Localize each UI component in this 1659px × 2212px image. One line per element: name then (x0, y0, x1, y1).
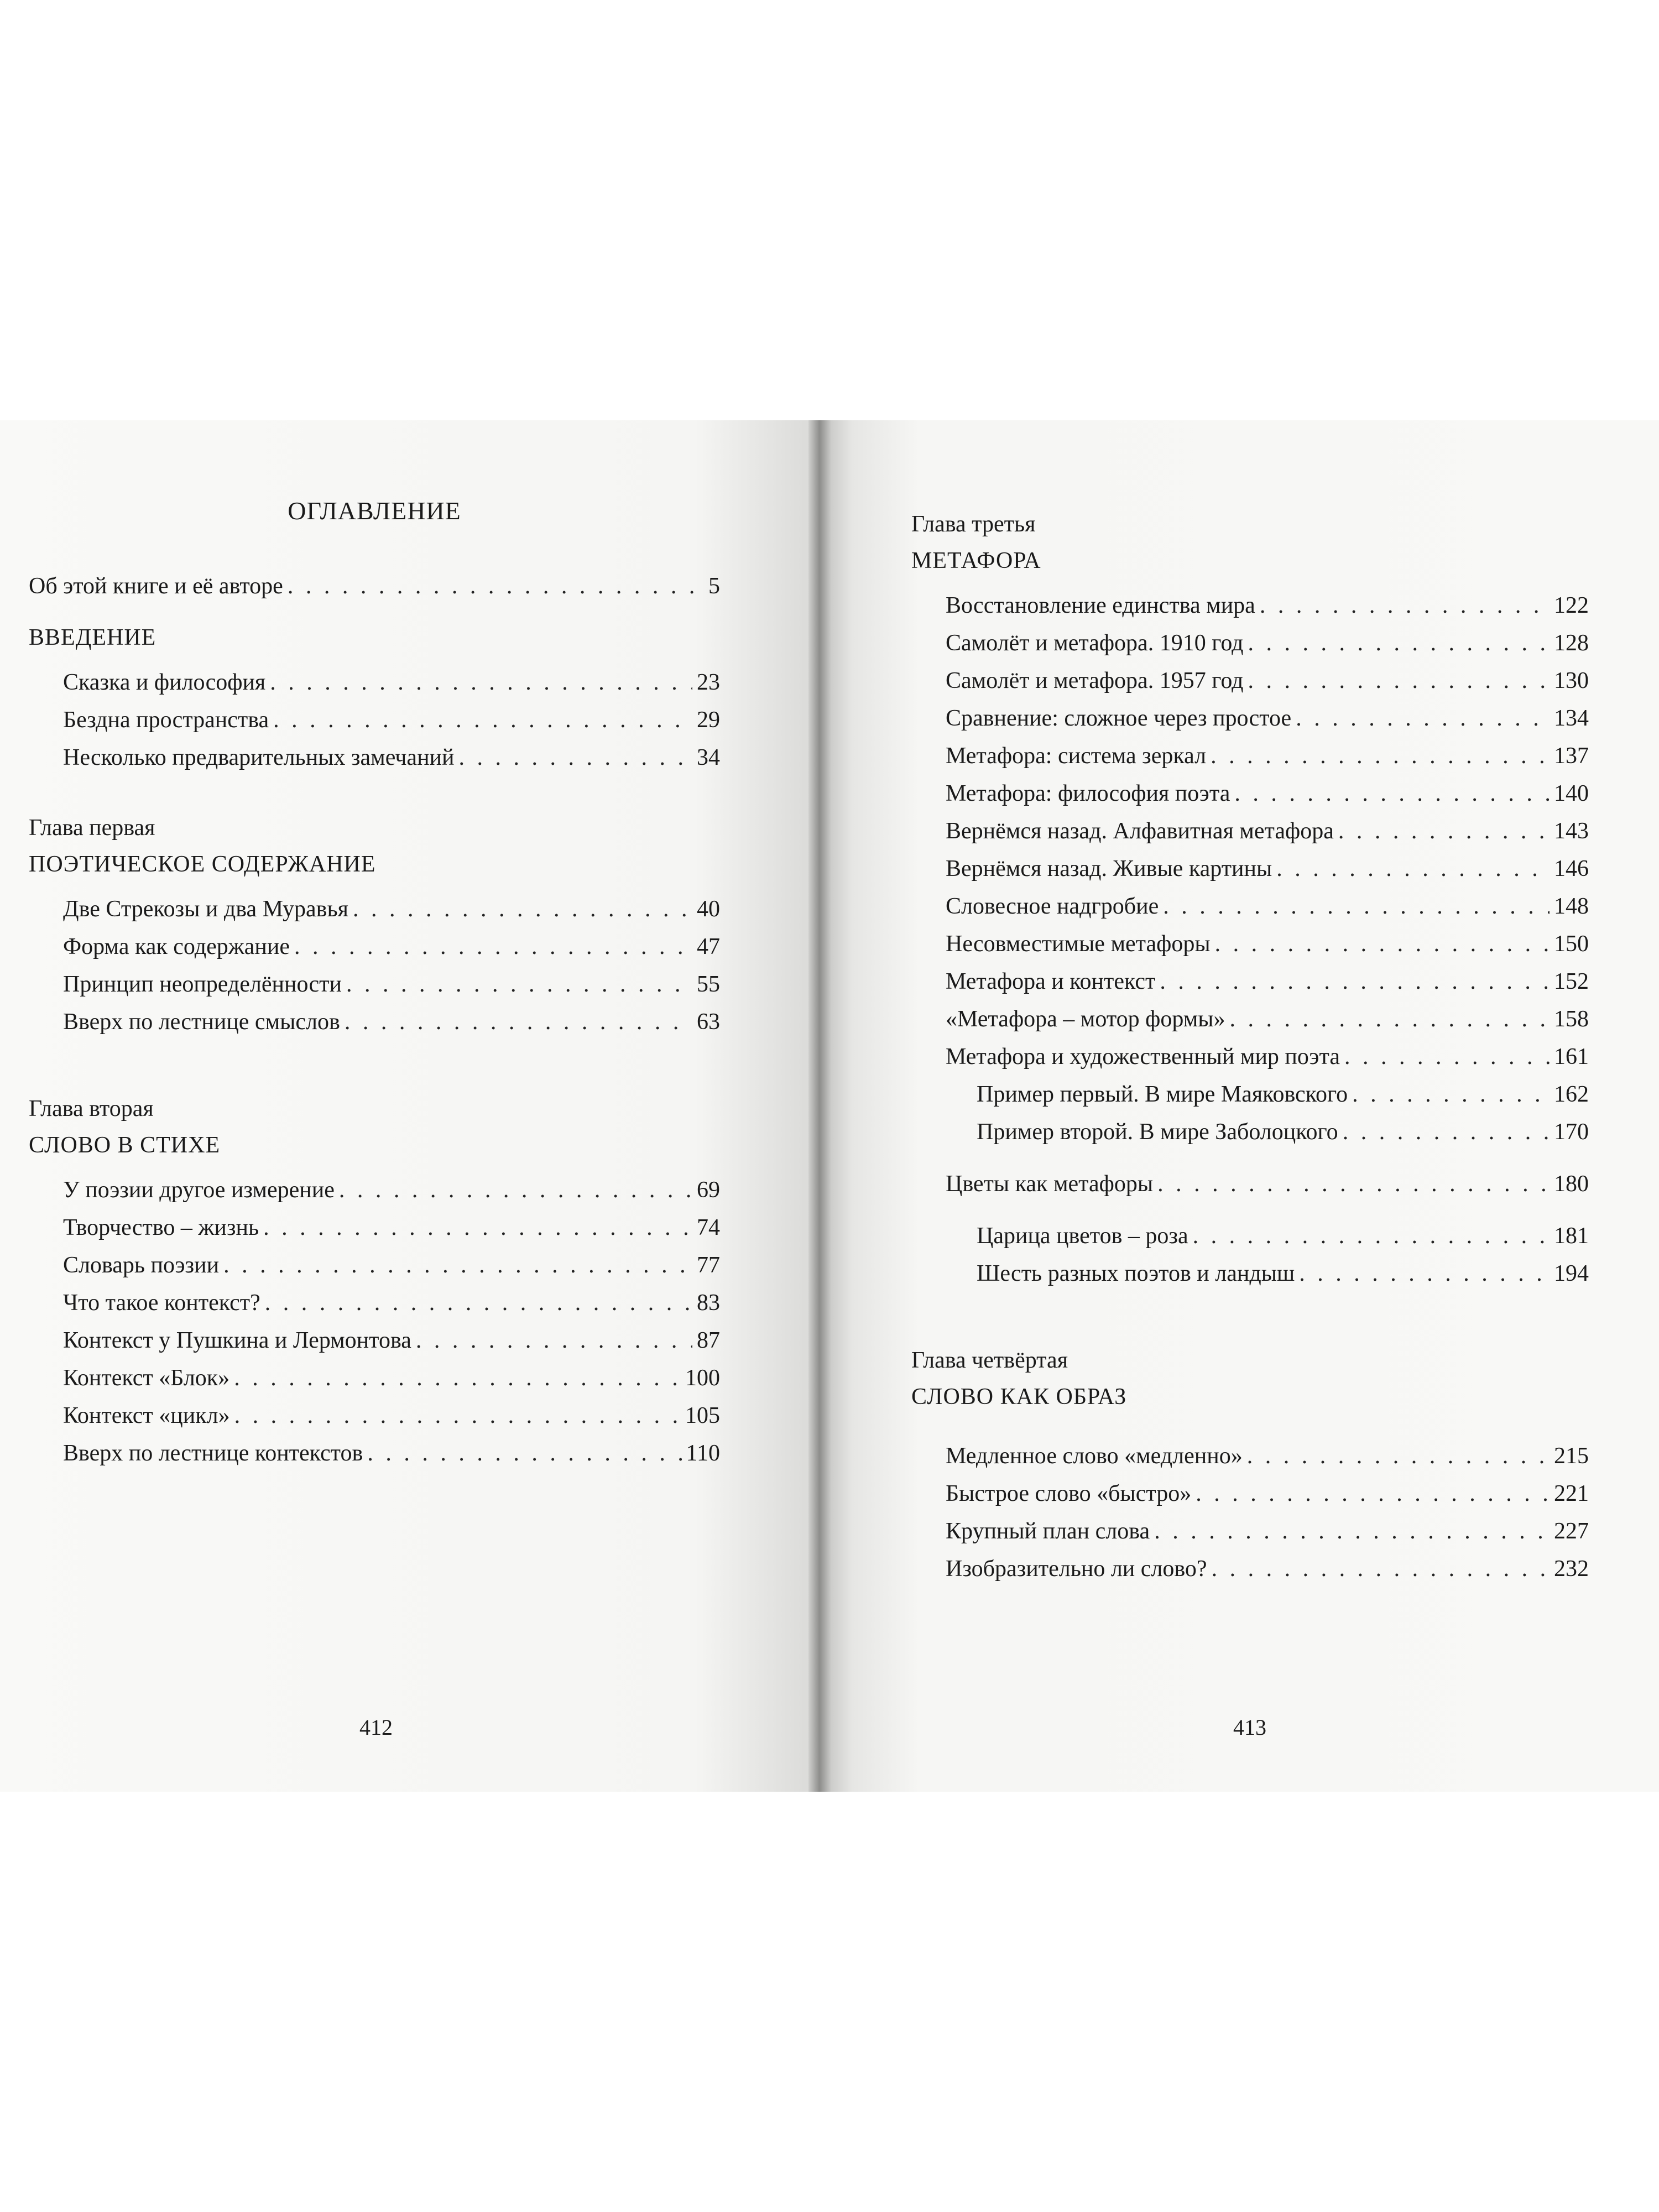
toc-entry-page: 77 (697, 1253, 720, 1278)
chapter-title: СЛОВО КАК ОБРАЗ (911, 1384, 1127, 1410)
leader-dots (1196, 1475, 1550, 1512)
toc-entry-label: Что такое контекст? (63, 1290, 260, 1316)
leader-dots (234, 1359, 681, 1397)
leader-dots (1296, 700, 1550, 737)
leader-dots (1276, 850, 1550, 888)
toc-entry-label: Сказка и философия (63, 670, 266, 695)
toc-entry-label: Метафора и контекст (946, 969, 1156, 994)
toc-entry-page: 232 (1554, 1556, 1589, 1582)
toc-entry-page: 110 (686, 1441, 720, 1466)
toc-entry-page: 227 (1554, 1519, 1589, 1544)
toc-entry-page: 122 (1554, 593, 1589, 618)
leader-dots (1247, 1437, 1550, 1475)
toc-entry-label: Метафора и художественный мир поэта (946, 1044, 1340, 1070)
toc-entry-label: Вверх по лестнице контекстов (63, 1441, 363, 1466)
leader-dots (416, 1322, 692, 1359)
leader-dots (234, 1397, 681, 1434)
toc-entry-label: Цветы как метафоры (946, 1171, 1154, 1197)
toc-entry (911, 662, 1589, 700)
toc-entry (911, 737, 1589, 775)
page-number: 413 (1233, 1715, 1266, 1740)
toc-entry-label: Контекст «Блок» (63, 1365, 230, 1391)
toc-entry-page: 63 (697, 1009, 720, 1035)
toc-entry (29, 1171, 720, 1209)
toc-entry (911, 1437, 1589, 1475)
toc-entry-label: Восстановление единства мира (946, 593, 1255, 618)
toc-subentry (911, 1217, 1589, 1255)
toc-entry-label: Пример первый. В мире Маяковского (977, 1082, 1348, 1107)
toc-entry-label: Словарь поэзии (63, 1253, 220, 1278)
page-number: 412 (359, 1715, 393, 1740)
toc-entry-page: 29 (697, 707, 720, 733)
toc-entry (29, 1322, 720, 1359)
toc-entry (29, 928, 720, 966)
toc-entry-label: Словесное надгробие (946, 894, 1159, 919)
toc-entry (911, 1512, 1589, 1550)
toc-entry-page: 181 (1554, 1223, 1589, 1249)
toc-entry-page: 40 (697, 896, 720, 922)
leader-dots (223, 1246, 692, 1284)
leader-dots (1163, 888, 1550, 925)
chapter-title: ПОЭТИЧЕСКОЕ СОДЕРЖАНИЕ (29, 852, 376, 877)
toc-entry-label: Сравнение: сложное через простое (946, 706, 1292, 731)
toc-entry-label: Быстрое слово «быстро» (946, 1481, 1192, 1506)
toc-entry-label: Самолёт и метафора. 1957 год (946, 668, 1244, 693)
toc-entry (911, 925, 1589, 963)
left-page (0, 420, 818, 1792)
toc-entry (29, 664, 720, 701)
toc-entry-page: 83 (697, 1290, 720, 1316)
toc-left-column (29, 492, 720, 1472)
toc-entry-label: Бездна пространства (63, 707, 269, 733)
toc-entry-page: 130 (1554, 668, 1589, 693)
toc-subentry (911, 1113, 1589, 1151)
toc-entry-page: 47 (697, 934, 720, 959)
toc-entry-label: Вернёмся назад. Живые картины (946, 856, 1272, 881)
toc-entry-page: 134 (1554, 706, 1589, 731)
leader-dots (1260, 587, 1550, 624)
toc-entry-label: Две Стрекозы и два Муравья (63, 896, 348, 922)
toc-entry-label: Несколько предварительных замечаний (63, 745, 455, 770)
toc-entry-page: 180 (1554, 1171, 1589, 1197)
leader-dots (1215, 925, 1550, 963)
toc-entry (29, 1209, 720, 1246)
toc-entry-page: 148 (1554, 894, 1589, 919)
toc-entry-label: Крупный план слова (946, 1519, 1150, 1544)
toc-entry-label: Форма как содержание (63, 934, 290, 959)
toc-entry-page: 100 (685, 1365, 720, 1391)
toc-right-column (911, 506, 1589, 1588)
toc-entry-label: Вверх по лестнице смыслов (63, 1009, 340, 1035)
toc-entry-page: 105 (685, 1403, 720, 1428)
leader-dots (1234, 775, 1550, 812)
leader-dots (1211, 737, 1550, 775)
toc-entry (29, 1397, 720, 1434)
book-gutter (808, 420, 831, 1792)
toc-entry (29, 701, 720, 739)
toc-entry-page: 221 (1554, 1481, 1589, 1506)
toc-entry (29, 739, 720, 776)
toc-entry (29, 567, 720, 605)
toc-entry-page: 215 (1554, 1443, 1589, 1469)
toc-entry-label: У поэзии другое измерение (63, 1177, 335, 1203)
leader-dots (346, 966, 692, 1003)
leader-dots (273, 701, 692, 739)
toc-entry-page: 74 (697, 1215, 720, 1240)
toc-entry-label: Метафора: философия поэта (946, 781, 1230, 806)
toc-entry-label: Контекст «цикл» (63, 1403, 230, 1428)
toc-entry-page: 69 (697, 1177, 720, 1203)
toc-entry (29, 1003, 720, 1041)
leader-dots (1193, 1217, 1550, 1255)
leader-dots (1299, 1255, 1550, 1292)
toc-entry (911, 1000, 1589, 1038)
toc-entry-page: 150 (1554, 931, 1589, 957)
toc-entry (911, 1165, 1589, 1203)
toc-entry-page: 55 (697, 972, 720, 997)
leader-dots (345, 1003, 692, 1041)
leader-dots (1344, 1038, 1550, 1076)
chapter-label: Глава третья (911, 512, 1036, 537)
chapter-label: Глава вторая (29, 1096, 154, 1121)
toc-entry-page: 34 (697, 745, 720, 770)
leader-dots (288, 567, 704, 605)
toc-entry-page: 158 (1554, 1006, 1589, 1032)
toc-entry (911, 888, 1589, 925)
toc-subentry (911, 1076, 1589, 1113)
toc-heading: ОГЛАВЛЕНИЕ (288, 497, 461, 525)
toc-entry (911, 700, 1589, 737)
leader-dots (270, 664, 692, 701)
toc-entry-label: Творчество – жизнь (63, 1215, 259, 1240)
leader-dots (1343, 1113, 1550, 1151)
toc-entry-page: 143 (1554, 818, 1589, 844)
toc-entry (911, 850, 1589, 888)
toc-entry-page: 5 (708, 573, 720, 599)
leader-dots (1352, 1076, 1550, 1113)
leader-dots (1154, 1512, 1550, 1550)
leader-dots (353, 890, 692, 928)
leader-dots (1230, 1000, 1550, 1038)
toc-entry-label: Царица цветов – роза (977, 1223, 1188, 1249)
toc-entry-label: Шесть разных поэтов и ландыш (977, 1261, 1295, 1286)
toc-entry-page: 137 (1554, 743, 1589, 769)
toc-entry (29, 890, 720, 928)
toc-entry-page: 87 (697, 1328, 720, 1353)
section-title: ВВЕДЕНИЕ (29, 625, 156, 650)
leader-dots (1338, 812, 1550, 850)
toc-entry-page: 152 (1554, 969, 1589, 994)
toc-entry (911, 775, 1589, 812)
leader-dots (339, 1171, 692, 1209)
toc-entry-label: Медленное слово «медленно» (946, 1443, 1243, 1469)
toc-entry-label: Метафора: система зеркал (946, 743, 1207, 769)
toc-entry (911, 963, 1589, 1000)
toc-entry (29, 966, 720, 1003)
toc-entry-label: Вернёмся назад. Алфавитная метафора (946, 818, 1334, 844)
toc-entry (911, 1038, 1589, 1076)
toc-entry-page: 146 (1554, 856, 1589, 881)
leader-dots (1160, 963, 1550, 1000)
toc-entry-label: «Метафора – мотор формы» (946, 1006, 1225, 1032)
leader-dots (294, 928, 692, 966)
toc-entry (29, 1246, 720, 1284)
book-spread (0, 420, 1659, 1792)
leader-dots (367, 1434, 681, 1472)
leader-dots (1212, 1550, 1550, 1588)
toc-entry (911, 587, 1589, 624)
toc-entry-label: Самолёт и метафора. 1910 год (946, 630, 1244, 656)
toc-entry-page: 161 (1554, 1044, 1589, 1070)
toc-entry-label: Пример второй. В мире Заболоцкого (977, 1119, 1338, 1145)
leader-dots (1248, 624, 1550, 662)
toc-entry-page: 23 (697, 670, 720, 695)
toc-entry-page: 194 (1554, 1261, 1589, 1286)
toc-entry-page: 128 (1554, 630, 1589, 656)
toc-entry (911, 812, 1589, 850)
toc-entry (911, 1550, 1589, 1588)
toc-entry-label: Контекст у Пушкина и Лермонтова (63, 1328, 411, 1353)
leader-dots (459, 739, 693, 776)
chapter-title: МЕТАФОРА (911, 548, 1041, 573)
toc-entry-label: Принцип неопределённости (63, 972, 342, 997)
toc-entry-page: 170 (1554, 1119, 1589, 1145)
toc-entry (911, 1475, 1589, 1512)
toc-entry-page: 140 (1554, 781, 1589, 806)
toc-entry (29, 1359, 720, 1397)
chapter-label: Глава первая (29, 815, 155, 841)
leader-dots (1248, 662, 1550, 700)
toc-entry (29, 1434, 720, 1472)
toc-entry (911, 624, 1589, 662)
toc-entry-label: Об этой книге и её авторе (29, 573, 283, 599)
toc-subentry (911, 1255, 1589, 1292)
chapter-label: Глава четвёртая (911, 1348, 1068, 1373)
chapter-title: СЛОВО В СТИХЕ (29, 1133, 221, 1158)
toc-entry (29, 1284, 720, 1322)
toc-entry-page: 162 (1554, 1082, 1589, 1107)
leader-dots (263, 1209, 692, 1246)
toc-entry-label: Несовместимые метафоры (946, 931, 1211, 957)
leader-dots (1157, 1165, 1550, 1203)
leader-dots (265, 1284, 692, 1322)
toc-entry-label: Изобразительно ли слово? (946, 1556, 1207, 1582)
